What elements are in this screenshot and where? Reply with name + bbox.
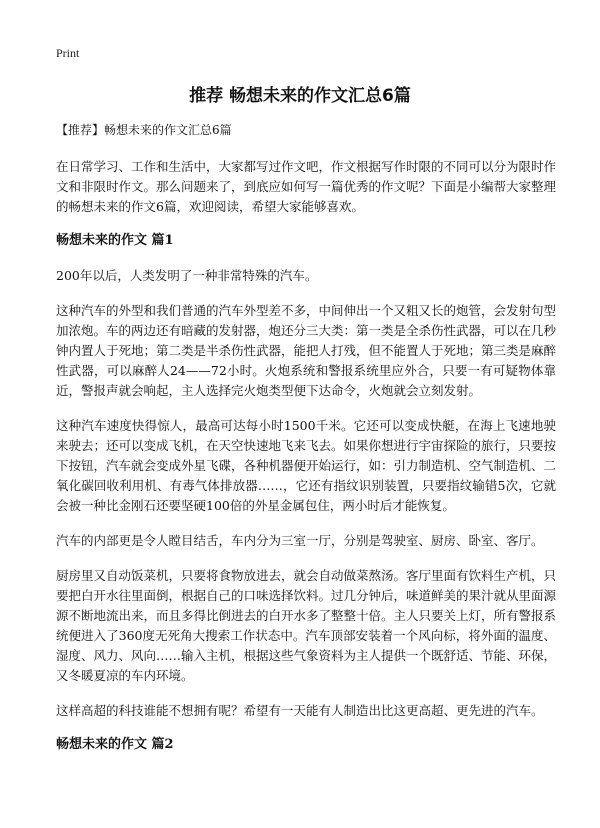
section-heading-2: 畅想未来的作文 篇2 — [56, 737, 174, 752]
paragraph-4: 汽车的内部更是令人瞠目结舌，车内分为三室一厅，分别是驾驶室、厨房、卧室、客厅。 — [56, 533, 544, 548]
paragraph-1: 200年以后，人类发明了一种非常特殊的汽车。 — [56, 268, 318, 283]
paragraph-3: 这种汽车速度快得惊人，最高可达每小时1500千米。它还可以变成快艇，在海上飞速地驶来驶去；还可以变成飞机，在天空快速地飞来飞去。如果你想进行宇宙探险的旅行，只要按下按钮，汽车就会变成外星飞碟，各种机器便开始运行，如：引力制造机、空气制造机、二氧化碳回收利用机、有毒气体排放器……，它还有指纹识别装置，只要指纹输错5次，它就会被一种比金刚石还要坚硬100倍的外星金属包住，两小时后才能恢复。 — [56, 418, 557, 513]
paragraph-2: 这种汽车的外型和我们普通的汽车外型差不多，中间伸出一个又粗又长的炮管，会发射句型加浓炮。车的两边还有暗藏的发射器，炮还分三大类：第一类是全杀伤性武器，可以在几秒钟内置人于死地；第二类是半杀伤性武器，能把人打残，但不能置人于死地；第三类是麻醉性武器，可以麻醉人24——72小时。火炮系统和警报系统里应外合，只要一有可疑物体靠近，警报声就会响起，主人选择完火炮类型便下达命令，火炮就会立刻发射。 — [56, 303, 557, 398]
article-body — [56, 122, 556, 770]
article-subtitle: 【推荐】畅想未来的作文汇总6篇 — [56, 123, 232, 137]
page-title: 推荐 畅想未来的作文汇总6篇 — [189, 86, 411, 106]
paragraph-5: 厨房里又自动饭菜机，只要将食物放进去，就会自动做菜熬汤。客厅里面有饮料生产机，只要把白开水往里面倒，根据自己的口味选择饮料。过几分钟后，味道鲜美的果汁就从里面源源不断地流出来，而且多得比倒进去的白开水多了整整十倍。主人只要关上灯，所有警报系统便进入了360度无死角大搜索工作状态中。汽车顶部安装着一个风向标，将外面的温度、湿度、风力、风向……输入主机，根据这些气象资料为主人提供一个既舒适、节能、环保，又冬暖夏凉的车内环境。 — [56, 568, 557, 683]
paragraph-6: 这样高超的科技谁能不想拥有呢？希望有一天能有人制造出比这更高超、更先进的汽车。 — [56, 703, 544, 718]
section-heading-1: 畅想未来的作文 篇1 — [56, 233, 174, 248]
print-label: Print — [56, 46, 80, 60]
intro-paragraph: 在日常学习、工作和生活中，大家都写过作文吧，作文根据写作时限的不同可以分为限时作文和非限时作文。那么问题来了，到底应如何写一篇优秀的作文呢？下面是小编帮大家整理的畅想未来的作文6篇，欢迎阅读，希望大家能够喜欢。 — [56, 159, 557, 214]
